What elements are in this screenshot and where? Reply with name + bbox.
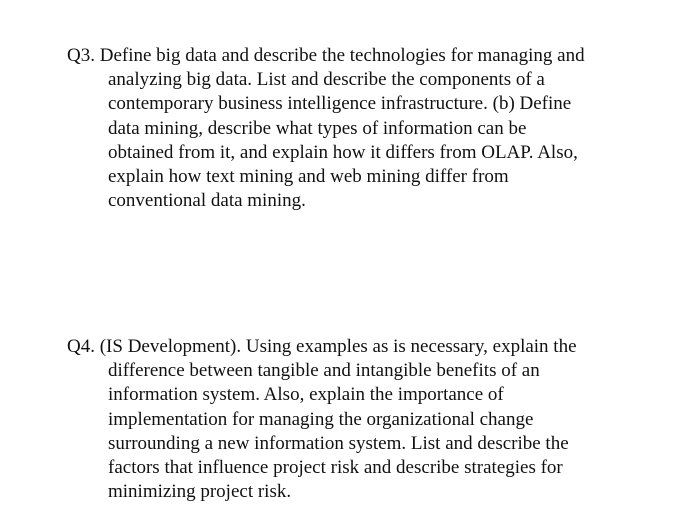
question-line: information system. Also, explain the importance of: [108, 384, 504, 406]
question-line: data mining, describe what types of information can be: [108, 117, 527, 139]
question-line: explain how text mining and web mining differ from: [108, 166, 509, 188]
question-line: minimizing project risk.: [108, 481, 292, 503]
question-line: implementation for managing the organizational change: [108, 408, 534, 430]
question-q4: [67, 335, 657, 504]
question-line: conventional data mining.: [108, 190, 306, 212]
question-line: obtained from it, and explain how it differs from OLAP. Also,: [108, 141, 578, 163]
question-line: difference between tangible and intangible benefits of an: [108, 360, 540, 382]
question-line: analyzing big data. List and describe the components of a: [108, 69, 545, 91]
question-line: surrounding a new information system. List and describe the: [108, 432, 569, 454]
question-line: factors that influence project risk and describe strategies for: [108, 457, 563, 479]
question-q3: [67, 44, 657, 213]
question-line: Q3. Define big data and describe the technologies for managing and: [67, 45, 585, 66]
question-line: contemporary business intelligence infrastructure. (b) Define: [108, 93, 572, 115]
question-line: Q4. (IS Development). Using examples as is necessary, explain the: [67, 336, 577, 357]
